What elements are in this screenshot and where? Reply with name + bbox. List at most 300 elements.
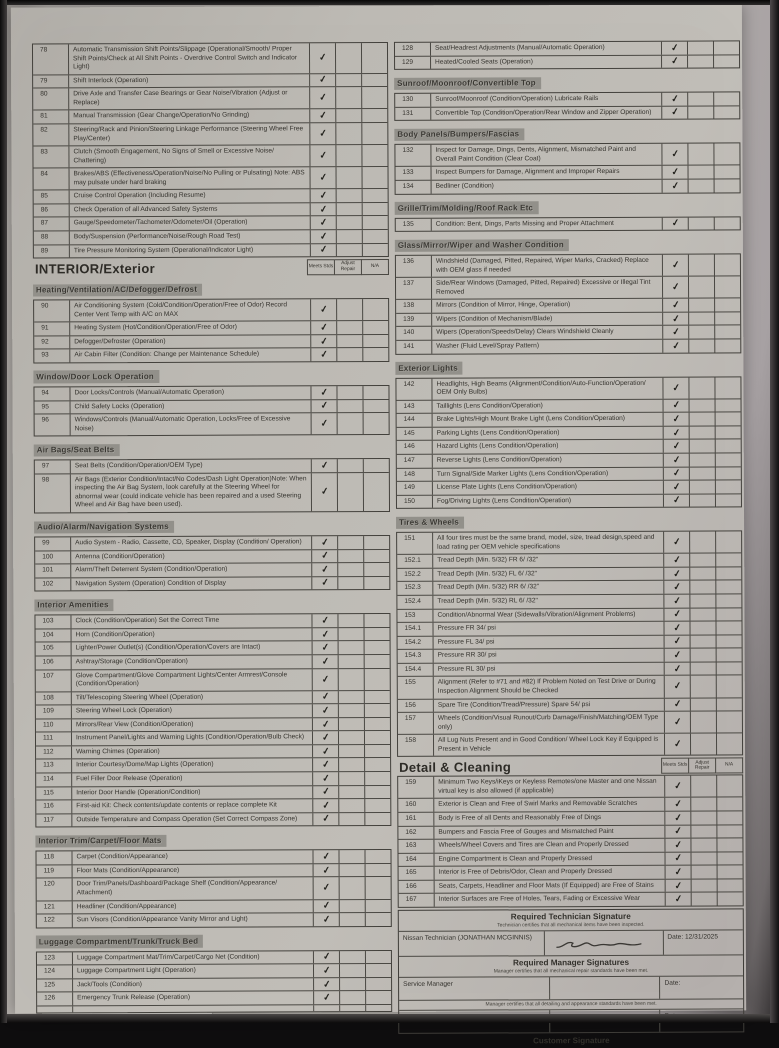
checklist-row (33, 86, 387, 110)
check-cell-adjust (339, 951, 365, 964)
item-number: 126 (37, 993, 73, 1006)
check-cell-adjust (336, 217, 362, 230)
check-cell-na (362, 189, 388, 202)
check-cell-meets (309, 43, 335, 73)
check-cell-meets (663, 494, 689, 507)
item-number: 124 (37, 966, 73, 979)
checklist-row (34, 299, 388, 322)
checklist-row (397, 439, 741, 454)
item-text: All Lug Nuts Present and in Good Condition/ Wheel Lock Key if Equipped is Present in Vehicle (437, 735, 659, 753)
check-cell-na (713, 55, 739, 68)
checkmark-icon: ✓ (318, 203, 328, 216)
group-header (397, 758, 743, 776)
item-text: Alignment (Refer to #71 and #82) If Problem Noted on Test Drive or During Inspection Alignment Should be Checked (437, 678, 656, 695)
item-number: 130 (395, 94, 431, 107)
check-cell-meets (310, 386, 336, 399)
check-cell-meets (662, 166, 688, 179)
check-cell-na (363, 473, 389, 511)
check-cell-adjust (338, 655, 364, 668)
checkmark-icon: ✓ (672, 780, 683, 793)
check-cell-meets (313, 900, 339, 913)
check-cell-na (714, 339, 740, 352)
checklist-row (37, 912, 391, 927)
item-text: License Plate Lights (Lens Condition/Operation) (436, 483, 577, 491)
checkmark-icon: ✓ (671, 426, 681, 439)
checklist-table (395, 253, 741, 354)
item-text: Condition/Abnormal Wear (Sidewalls/Vibration/Alignment Problems) (437, 610, 636, 619)
check-cell-na (716, 776, 742, 797)
item-text: Luggage Compartment Mat/Trim/Carpet/Cargo Net (Condition) (76, 953, 260, 961)
check-cell-na (714, 179, 740, 192)
check-cell-adjust (339, 900, 365, 913)
item-text: Pressure FR 34/ psi (437, 624, 496, 632)
checkmark-icon: ✓ (670, 179, 680, 192)
item-text: Brake Lights/High Mount Brake Light (Lens Condition/Operation) (436, 415, 626, 423)
checklist-row (36, 850, 390, 864)
checkmark-icon: ✓ (673, 866, 683, 879)
photo-edge-right (770, 0, 779, 1023)
section-header (34, 593, 390, 613)
check-cell-adjust (688, 217, 714, 230)
check-cell-na (364, 704, 390, 717)
check-cell-meets (665, 893, 691, 906)
check-cell-na (364, 786, 390, 799)
section-header-label: Sunroof/Moonroof/Convertible Top (394, 77, 541, 90)
check-cell-meets (664, 676, 690, 697)
check-cell-meets (309, 87, 335, 108)
item-text: Minimum Two Keys/iKeys or Keyless Remotes/one Master and one Nissan virtual key is also allowed (if applicable) (438, 778, 657, 795)
checklist-row (397, 398, 741, 413)
check-cell-meets (310, 244, 336, 257)
item-number: 98 (35, 474, 71, 512)
checklist-row (397, 493, 741, 508)
check-cell-adjust (339, 978, 365, 991)
item-number: 154.3 (398, 650, 434, 663)
check-cell-adjust (336, 335, 362, 348)
item-text: Tread Depth (Min. 5/32) FR 6/ /32" (437, 556, 539, 565)
checkmark-icon: ✓ (673, 811, 683, 824)
check-cell-meets (312, 731, 338, 744)
check-cell-meets (661, 93, 687, 106)
checkmark-icon: ✓ (320, 628, 330, 641)
check-cell-adjust (688, 255, 714, 276)
check-cell-na (361, 109, 387, 122)
checkmark-icon: ✓ (672, 635, 682, 648)
checklist-table (34, 458, 390, 513)
checkmark-icon: ✓ (320, 691, 331, 704)
check-cell-na (363, 563, 389, 576)
checklist-row (36, 730, 390, 745)
checkmark-icon: ✓ (672, 716, 683, 729)
check-cell-adjust (691, 893, 717, 906)
item-number: 123 (37, 952, 73, 965)
item-text: Heated/Cooled Seats (Operation) (435, 57, 533, 66)
checkmark-icon: ✓ (673, 879, 683, 892)
item-text: Body/Suspension (Performance/Noise/Rough Road Test) (73, 232, 241, 241)
check-cell-na (716, 798, 742, 811)
check-cell-na (717, 879, 743, 892)
check-cell-na (364, 850, 390, 863)
item-number: 140 (396, 327, 432, 340)
check-cell-adjust (691, 866, 717, 879)
check-cell-na (715, 594, 741, 607)
technician-date: Date: 12/31/2025 (667, 933, 718, 941)
item-text: Outside Temperature and Compass Operation (Set Correct Compass Zone) (76, 815, 298, 824)
checklist-row (397, 566, 741, 581)
check-cell-adjust (337, 536, 363, 549)
check-cell-meets (310, 335, 336, 348)
check-cell-na (713, 106, 739, 119)
check-cell-na (714, 312, 740, 325)
checklist-row (34, 347, 388, 362)
check-cell-adjust (690, 676, 716, 697)
check-cell-na (714, 254, 740, 275)
checkmark-icon: ✓ (318, 321, 329, 334)
check-cell-meets (663, 399, 689, 412)
check-cell-adjust (687, 55, 713, 68)
item-text: Interior Surfaces are Free of Holes, Tears, Fading or Excessive Wear (438, 895, 641, 904)
checklist-row (398, 824, 742, 839)
checklist-row (36, 640, 390, 655)
item-text: Brakes/ABS (Effectiveness/Operation/Noise/No Pulling or Pulsating) Note: ABS may pulsate under hard braking (73, 169, 305, 187)
check-cell-adjust (338, 799, 364, 812)
check-cell-adjust (338, 786, 364, 799)
photo-edge-top (0, 0, 779, 5)
item-text: Navigation System (Operation) Condition of Display (75, 579, 226, 588)
checklist-row (36, 744, 390, 759)
checklist-row (399, 878, 743, 893)
item-text: Pressure FL 34/ psi (437, 638, 495, 646)
item-number: 95 (35, 401, 71, 414)
item-number: 120 (37, 879, 73, 900)
item-number: 116 (36, 800, 72, 813)
check-cell-adjust (336, 189, 362, 202)
item-number: 82 (33, 124, 69, 145)
check-cell-adjust (689, 622, 715, 635)
item-text: Jack/Tools (Condition) (77, 980, 142, 989)
check-cell-meets (311, 577, 337, 590)
check-cell-adjust (690, 825, 716, 838)
item-text: Antenna (Condition/Operation) (75, 552, 165, 560)
check-cell-na (715, 532, 741, 553)
item-number: 92 (34, 336, 70, 349)
check-cell-adjust (338, 745, 364, 758)
checkmark-icon: ✓ (671, 536, 682, 549)
column-header-meets: Meets Stds (661, 758, 689, 774)
check-cell-meets (661, 106, 687, 119)
check-cell-adjust (337, 459, 363, 472)
item-number: 142 (396, 378, 432, 399)
item-text: Taillights (Lens Condition/Operation) (436, 401, 543, 410)
checkmark-icon: ✓ (670, 281, 681, 294)
checkmark-icon: ✓ (672, 622, 682, 635)
check-cell-adjust (335, 145, 361, 166)
checkmark-icon: ✓ (320, 704, 331, 717)
service-manager-date: Date: (664, 979, 681, 987)
check-cell-meets (663, 554, 689, 567)
checklist-row (33, 73, 387, 88)
check-cell-na (364, 799, 390, 812)
check-cell-adjust (335, 109, 361, 122)
item-text (73, 1005, 313, 1012)
check-cell-na (714, 166, 740, 179)
check-cell-adjust (689, 532, 715, 553)
check-cell-meets (311, 563, 337, 576)
column-header-na: N/A (716, 758, 743, 774)
check-cell-adjust (690, 839, 716, 852)
check-cell-meets (663, 440, 689, 453)
check-cell-meets (661, 55, 687, 68)
check-cell-na (361, 145, 387, 166)
item-number: 149 (397, 482, 433, 495)
check-cell-meets (662, 326, 688, 339)
item-number: 79 (33, 75, 69, 88)
checklist-row (396, 298, 740, 313)
checklist-row (396, 377, 740, 400)
check-cell-na (364, 691, 390, 704)
item-number: 154.4 (398, 664, 434, 677)
item-number: 164 (399, 853, 435, 866)
check-cell-adjust (687, 42, 713, 55)
check-cell-adjust (339, 964, 365, 977)
item-number: 117 (36, 814, 72, 827)
checkmark-icon: ✓ (321, 978, 332, 991)
check-cell-meets (665, 852, 691, 865)
check-cell-adjust (689, 399, 715, 412)
checklist-table (394, 40, 740, 70)
checklist-row (398, 710, 742, 734)
item-text: Gauge/Speedometer/Tachometer/Odometer/Oil (Operation) (73, 219, 248, 227)
checklist-row (397, 479, 741, 494)
item-text: Sunroof/Moonroof (Condition/Operation) Lubricate Rails (435, 95, 599, 103)
checklist-row (34, 229, 388, 244)
item-text: Clock (Condition/Operation) Set the Correct Time (75, 616, 220, 625)
item-number: 147 (397, 455, 433, 468)
checkmark-icon: ✓ (671, 481, 682, 494)
item-text: All four tires must be the same brand, model, size, tread design,speed and load rating per OEM vehicle specifications (437, 533, 655, 551)
check-cell-na (714, 277, 740, 298)
check-cell-meets (664, 712, 690, 733)
checkmark-icon: ✓ (317, 74, 328, 87)
item-text: Tread Depth (Min. 5/32) FL 6/ /32" (437, 570, 538, 578)
item-number: 141 (396, 341, 432, 354)
item-text: Tilt/Telescoping Steering Wheel (Operation) (75, 693, 204, 701)
checkmark-icon: ✓ (673, 852, 683, 865)
check-cell-adjust (336, 244, 362, 257)
check-cell-na (361, 74, 387, 87)
check-cell-meets (313, 964, 339, 977)
check-cell-na (364, 718, 390, 731)
checklist-row (37, 963, 391, 978)
checkmark-icon: ✓ (320, 563, 330, 576)
checklist-row (397, 621, 741, 636)
checklist-row (395, 41, 739, 55)
check-cell-meets (309, 74, 335, 87)
section-header-label: Audio/Alarm/Navigation Systems (34, 520, 174, 533)
check-cell-adjust (337, 577, 363, 590)
check-cell-meets (311, 473, 337, 511)
checklist-row (398, 733, 742, 757)
item-text: Wipers (Operation/Speeds/Delay) Clears Windshield Cleanly (436, 328, 614, 337)
check-cell-meets (663, 581, 689, 594)
checklist-table (32, 42, 389, 259)
checklist-row (398, 634, 742, 649)
check-cell-na (715, 467, 741, 480)
item-text: Check Operation of all Advanced Safety Systems (73, 205, 218, 214)
item-number: 160 (398, 799, 434, 812)
item-text: Seats, Carpets, Headliner and Floor Mats (If Equipped) are Free of Stains (438, 881, 654, 890)
checklist-row (398, 797, 742, 812)
checklist-row (37, 876, 391, 900)
checklist-row (35, 614, 389, 628)
checkmark-icon: ✓ (321, 951, 332, 964)
item-number: 157 (398, 713, 434, 734)
item-text: Side/Rear Windows (Damaged, Pitted, Repaired) Excessive or Illegal Tint Removed (436, 278, 651, 296)
item-number: 109 (36, 706, 72, 719)
check-cell-na (364, 813, 390, 826)
check-cell-na (364, 628, 390, 641)
check-cell-meets (310, 203, 336, 216)
check-cell-na (364, 641, 390, 654)
check-cell-meets (309, 123, 335, 144)
check-cell-adjust (338, 669, 364, 690)
item-text: Mirrors (Condition of Mirror, Hinge, Operation) (436, 301, 571, 310)
checklist-row (397, 466, 741, 481)
section-header (35, 829, 391, 849)
checkmark-icon: ✓ (673, 839, 683, 852)
checkmark-icon: ✓ (320, 673, 330, 686)
checklist-table (35, 849, 391, 928)
checkmark-icon: ✓ (321, 899, 331, 913)
item-text: Reverse Lights (Lens Condition/Operation) (436, 456, 562, 464)
checkmark-icon: ✓ (669, 41, 680, 55)
check-cell-na (716, 825, 742, 838)
check-cell-meets (312, 786, 338, 799)
checklist-row (399, 865, 743, 880)
photo-edge-left (0, 0, 7, 1023)
check-cell-meets (310, 167, 336, 188)
check-cell-meets (663, 622, 689, 635)
check-cell-adjust (689, 581, 715, 594)
check-cell-na (714, 217, 740, 230)
check-cell-na (362, 335, 388, 348)
checkmark-icon: ✓ (320, 758, 331, 771)
check-cell-meets (311, 536, 337, 549)
check-cell-adjust (690, 712, 716, 733)
check-cell-na (715, 453, 741, 466)
check-cell-meets (664, 812, 690, 825)
item-number: 90 (34, 300, 70, 321)
item-text: Interior is Free of Debris/Odor, Clean and Properly Dressed (438, 868, 612, 876)
item-number: 161 (398, 813, 434, 826)
item-text: First-aid Kit: Check contents/update contents or replace complete Kit (76, 801, 277, 810)
checkmark-icon: ✓ (672, 738, 683, 751)
item-number: 154.1 (397, 623, 433, 636)
check-cell-na (715, 480, 741, 493)
check-cell-adjust (690, 635, 716, 648)
item-number: 108 (36, 692, 72, 705)
check-cell-meets (662, 377, 688, 398)
check-cell-na (715, 413, 741, 426)
check-cell-na (716, 698, 742, 711)
check-cell-meets (313, 991, 339, 1004)
item-text: Audio System - Radio, Cassette, CD, Speaker, Display (Condition/ Operation) (75, 538, 302, 547)
check-cell-adjust (335, 87, 361, 108)
check-cell-na (361, 87, 387, 108)
check-cell-adjust (687, 106, 713, 119)
section-header (34, 438, 390, 458)
manager-signature-title: Required Manager Signatures (512, 957, 630, 968)
section-header (33, 365, 389, 385)
check-cell-adjust (690, 812, 716, 825)
checkmark-icon: ✓ (672, 698, 683, 711)
item-text: Automatic Transmission Shift Points/Slippage (Operational/Smooth/ Proper Shift Points/Check at All Shift Points - Overdrive Control Switch and Indicator Light) (72, 45, 297, 71)
check-cell-na (715, 440, 741, 453)
check-cell-adjust (691, 852, 717, 865)
section-header-label: Grille/Trim/Molding/Roof Rack Etc (395, 201, 539, 214)
checklist-row (396, 165, 740, 180)
check-cell-adjust (689, 494, 715, 507)
check-cell-adjust (689, 608, 715, 621)
check-cell-meets (663, 413, 689, 426)
check-cell-meets (309, 145, 335, 166)
check-cell-na (365, 877, 391, 898)
check-cell-adjust (337, 413, 363, 434)
check-cell-na (716, 711, 742, 732)
checkmark-icon: ✓ (319, 536, 330, 549)
check-cell-adjust (690, 776, 716, 797)
check-cell-meets (312, 628, 338, 641)
check-cell-na (362, 244, 388, 257)
section-header-label: Body Panels/Bumpers/Fascias (394, 128, 524, 141)
check-cell-na (365, 991, 391, 1004)
item-number: 96 (35, 414, 71, 435)
checkmark-icon: ✓ (671, 494, 682, 507)
check-cell-na (716, 734, 742, 755)
item-number: 162 (398, 826, 434, 839)
column-headers (661, 758, 743, 774)
check-cell-meets (662, 313, 688, 326)
checklist-row (397, 452, 741, 467)
item-number (37, 1006, 73, 1012)
check-cell-adjust (690, 649, 716, 662)
checklist-row (35, 536, 389, 550)
checklist-row (36, 703, 390, 718)
item-text: Warning Chimes (Operation) (76, 747, 160, 756)
check-cell-adjust (338, 704, 364, 717)
checkmark-icon: ✓ (671, 467, 682, 480)
item-number: 146 (397, 441, 433, 454)
check-cell-meets (663, 568, 689, 581)
check-cell-na (715, 399, 741, 412)
check-cell-na (715, 426, 741, 439)
checklist-row (33, 108, 387, 123)
checklist-row (398, 776, 742, 799)
check-cell-na (716, 839, 742, 852)
checkmark-icon: ✓ (671, 381, 681, 394)
checklist-row (36, 717, 390, 732)
item-number: 88 (34, 231, 70, 244)
item-text: Windshield (Damaged, Pitted, Repaired, Wiper Marks, Cracked) Replace with OEM glass if needed (435, 256, 649, 274)
check-cell-meets (311, 413, 337, 434)
checkmark-icon: ✓ (672, 649, 682, 662)
checklist-table (34, 613, 391, 828)
item-number: 94 (34, 387, 70, 400)
detailing-certification-subtitle: Manager certifies that all detailing and appearance standards have been met. (485, 1000, 657, 1008)
checklist-column-left (32, 42, 392, 1014)
checklist-row (35, 549, 389, 564)
checkmark-icon: ✓ (670, 299, 681, 312)
